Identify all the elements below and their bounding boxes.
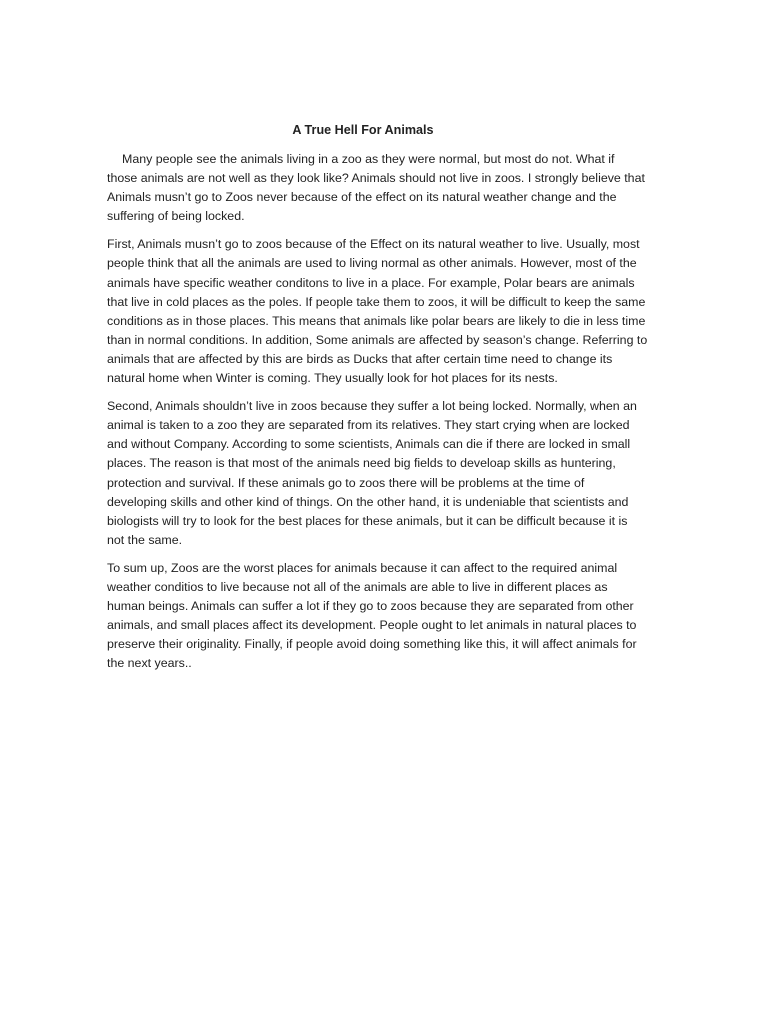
document-body — [107, 150, 663, 682]
text-line: preserve their originality. Finally, if people avoid doing something like this, it will affect animals for — [107, 637, 637, 652]
text-line: animal is taken to a zoo they are separated from its relatives. They start crying when are locked — [107, 418, 630, 433]
text-line: To sum up, Zoos are the worst places for animals because it can affect to the required animal — [107, 560, 618, 575]
text-line: not the same. — [107, 532, 183, 547]
text-line: Second, Animals shouldn’t live in zoos because they suffer a lot being locked. Normally, when an — [107, 399, 637, 414]
paragraph-conclusion — [107, 559, 663, 674]
text-line: and without Company. According to some scientists, Animals can die if there are locked in small — [107, 437, 631, 452]
text-line: conditions as in those places. This means that animals like polar bears are likely to die in less time — [107, 313, 646, 328]
paragraph-second-argument — [107, 397, 663, 550]
document-title: A True Hell For Animals — [292, 123, 434, 137]
text-line: Many people see the animals living in a zoo as they were normal, but most do not. What if — [122, 152, 615, 166]
text-line: developing skills and other kind of things. On the other hand, it is undeniable that scientists and — [107, 494, 629, 509]
paragraph-intro — [107, 150, 663, 226]
text-line: that live in cold places as the poles. If people take them to zoos, it will be difficult to keep the same — [107, 294, 646, 309]
text-line: places. The reason is that most of the animals need big fields to develoap skills as huntering, — [107, 456, 616, 471]
paragraph-first-argument — [107, 235, 663, 388]
text-line: animals have specific weather conditons to live in a place. For example, Polar bears are animals — [107, 275, 635, 290]
text-line: human beings. Animals can suffer a lot if they go to zoos because they are separated from other — [107, 599, 634, 614]
text-line: suffering of being locked. — [107, 209, 245, 224]
text-line: people think that all the animals are used to living normal as other animals. However, most of the — [107, 256, 637, 271]
text-line: First, Animals musn’t go to zoos because of the Effect on its natural weather to live. Usually, most — [107, 237, 640, 252]
text-line: those animals are not well as they look like? Animals should not live in zoos. I strongly believe that — [107, 171, 645, 186]
text-line: the next years.. — [107, 656, 192, 671]
text-line: animals, and small places affect its development. People ought to let animals in natural places to — [107, 618, 637, 633]
text-line: natural home when Winter is coming. They usually look for hot places for its nests. — [107, 371, 558, 386]
text-line: than in normal conditions. In addition, Some animals are affected by season’s change. Referring to — [107, 332, 648, 347]
text-line: weather conditios to live because not all of the animals are able to live in different places as — [107, 579, 608, 594]
text-line: animals that are affected by this are birds as Ducks that after certain time need to change its — [107, 351, 613, 366]
text-line: biologists will try to look for the best places for these animals, but it can be difficult because it is — [107, 513, 628, 528]
text-line: protection and survival. If these animals go to zoos there will be problems at the time of — [107, 475, 585, 490]
text-line: Animals musn’t go to Zoos never because of the effect on its natural weather change and the — [107, 190, 617, 205]
